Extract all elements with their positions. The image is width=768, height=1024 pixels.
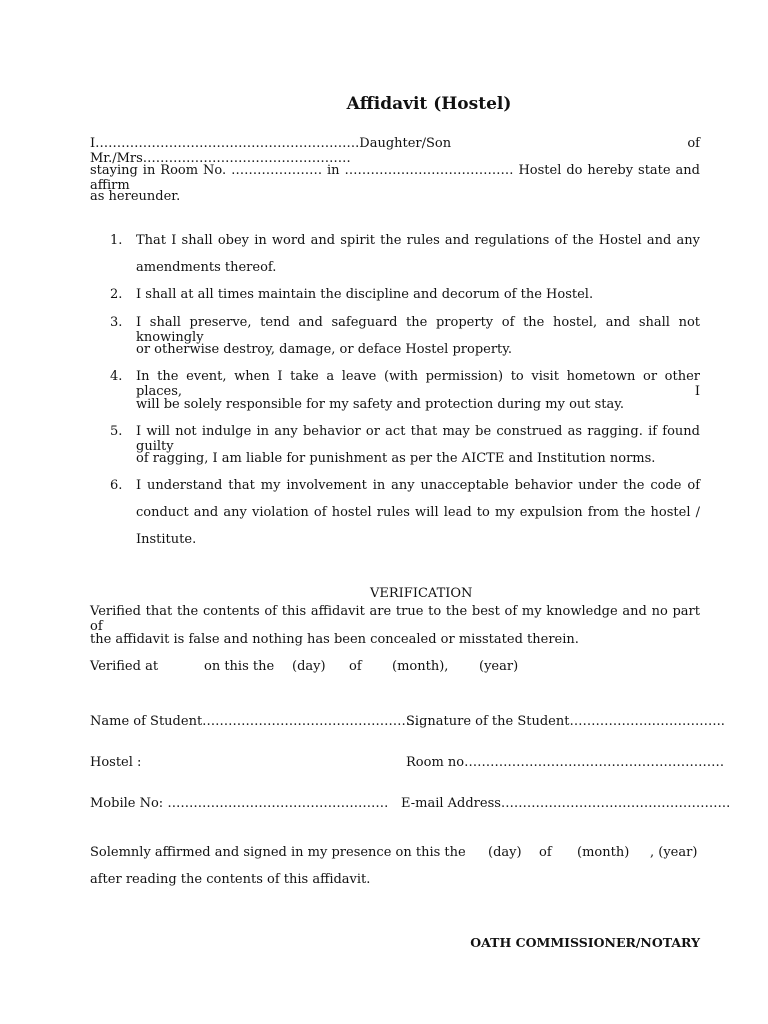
- list-item-number: 5.: [110, 424, 123, 439]
- verification-line-1: Verified that the contents of this affidavit are true to the best of my knowledge and no part of: [90, 604, 700, 634]
- list-item-line: I understand that my involvement in any unacceptable behavior under the code of: [136, 478, 700, 493]
- list-item-line: Institute.: [136, 532, 197, 547]
- list-item-number: 2.: [110, 287, 123, 302]
- hostel-field: Hostel :: [90, 755, 142, 770]
- verified-at-label: Verified at: [90, 659, 159, 674]
- of-label: of: [349, 659, 362, 674]
- list-item-line: or otherwise destroy, damage, or deface Hostel property.: [136, 342, 513, 357]
- list-item-line: In the event, when I take a leave (with permission) to visit hometown or other places, I: [136, 369, 700, 399]
- verification-heading: VERIFICATION: [370, 586, 473, 601]
- day-label: (day): [292, 659, 326, 674]
- month-label: (month),: [392, 659, 449, 674]
- on-this-the-label: on this the: [204, 659, 275, 674]
- list-item-line: I shall at all times maintain the discipline and decorum of the Hostel.: [136, 287, 594, 302]
- document-title: Affidavit (Hostel): [346, 94, 512, 114]
- affirmation-line-1: Solemnly affirmed and signed in my presence on this the: [90, 845, 466, 860]
- list-item-line: conduct and any violation of hostel rules will lead to my expulsion from the hostel /: [136, 505, 700, 520]
- list-item-line: amendments thereof.: [136, 260, 277, 275]
- year-label: (year): [479, 659, 519, 674]
- list-item-number: 3.: [110, 315, 123, 330]
- affirmation-of: of: [539, 845, 552, 860]
- affirmation-line-2: after reading the contents of this affidavit.: [90, 872, 371, 887]
- list-item-number: 6.: [110, 478, 123, 493]
- room-no-field: Room no……………………………………………………: [406, 755, 725, 770]
- verification-line-2: the affidavit is false and nothing has been concealed or misstated therein.: [90, 632, 579, 647]
- list-item-line: I will not indulge in any behavior or act that may be construed as ragging. if found guilty: [136, 424, 700, 454]
- notary-signature-label: OATH COMMISSIONER/NOTARY: [470, 935, 700, 950]
- list-item-number: 4.: [110, 369, 123, 384]
- affirmation-day: (day): [488, 845, 522, 860]
- list-item-line: will be solely responsible for my safety and protection during my out stay.: [136, 397, 625, 412]
- list-item-number: 1.: [110, 233, 123, 248]
- list-item-line: of ragging, I am liable for punishment as per the AICTE and Institution norms.: [136, 451, 656, 466]
- affirmation-year: , (year): [650, 845, 698, 860]
- intro-line-2: staying in Room No. ………………… in ………………………………… Hostel do hereby state and affirm: [90, 163, 700, 193]
- email-field: E-mail Address……………………………………………..: [401, 796, 731, 811]
- intro-line-3: as hereunder.: [90, 189, 181, 204]
- list-item-line: That I shall obey in word and spirit the rules and regulations of the Hostel and any: [136, 233, 700, 248]
- student-signature-field: Signature of the Student……………….……………..: [406, 714, 725, 729]
- intro-line-1: I…………………………………………………….Daughter/Son of Mr./Mrs…………………………………………: [90, 136, 700, 166]
- affirmation-month: (month): [577, 845, 630, 860]
- list-item-line: I shall preserve, tend and safeguard the property of the hostel, and shall not knowingly: [136, 315, 700, 345]
- mobile-no-field: Mobile No: ……………………………………………: [90, 796, 389, 811]
- student-name-field: Name of Student……………………………………………: [90, 714, 424, 729]
